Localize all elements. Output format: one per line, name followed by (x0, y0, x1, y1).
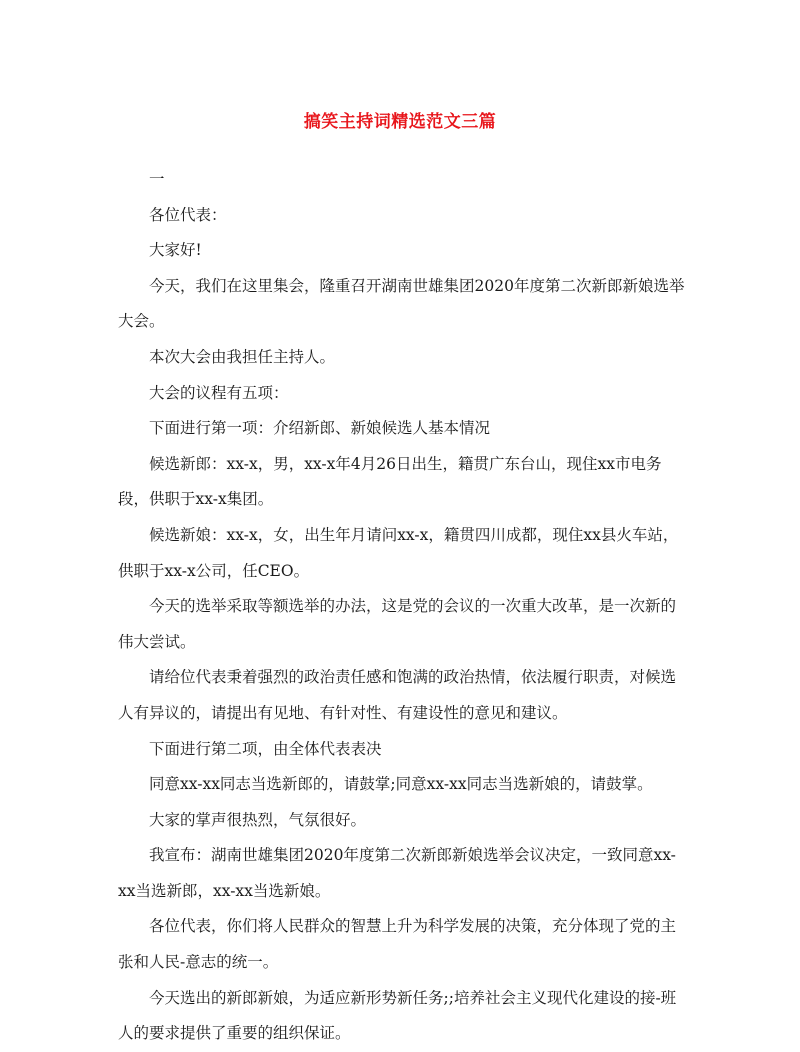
paragraph: 本次大会由我担任主持人。 (149, 347, 336, 366)
paragraph: 今天选出的新郎新娘，为适应新形势新任务;;培养社会主义现代化建设的接-班人的要求提供了重要的组织保证。 (118, 988, 677, 1043)
paragraph: 今天，我们在这里集会，隆重召开湖南世雄集团2020年度第二次新郎新娘选举大会。 (118, 276, 685, 331)
document-body (118, 162, 688, 1052)
paragraph: 下面进行第一项：介绍新郎、新娘候选人基本情况 (149, 419, 491, 438)
paragraph: 下面进行第二项，由全体代表表决 (149, 739, 382, 758)
paragraph: 各位代表，你们将人民群众的智慧上升为科学发展的决策，充分体现了党的主张和人民-意志的统一。 (118, 917, 677, 972)
paragraph: 候选新娘：xx-x，女，出生年月请问xx-x，籍贯四川成都，现住xx县火车站，供职于xx-x公司，任CEO。 (118, 525, 679, 580)
paragraph: 大会的议程有五项： (149, 383, 289, 402)
paragraph: 大家的掌声很热烈，气氛很好。 (149, 810, 367, 829)
paragraph: 同意xx-xx同志当选新郎的，请鼓掌;同意xx-xx同志当选新娘的，请鼓掌。 (149, 775, 653, 794)
paragraph: 我宣布：湖南世雄集团2020年度第二次新郎新娘选举会议决定，一致同意xx-xx当选新郎，xx-xx当选新娘。 (118, 846, 676, 900)
paragraph: 请给位代表秉着强烈的政治责任感和饱满的政治热情，依法履行职责，对候选人有异议的，请提出有见地、有针对性、有建设性的意见和建议。 (118, 668, 677, 722)
paragraph: 候选新郎：xx-x，男，xx-x年4月26日出生，籍贯广东台山，现住xx市电务段，供职于xx-x集团。 (118, 454, 662, 509)
document-title: 搞笑主持词精选范文三篇 (303, 112, 497, 132)
paragraph: 大家好! (149, 241, 202, 260)
paragraph: 今天的选举采取等额选举的办法，这是党的会议的一次重大改革，是一次新的伟大尝试。 (118, 597, 677, 651)
paragraph: 一 (149, 170, 165, 188)
paragraph: 各位代表： (149, 205, 227, 224)
